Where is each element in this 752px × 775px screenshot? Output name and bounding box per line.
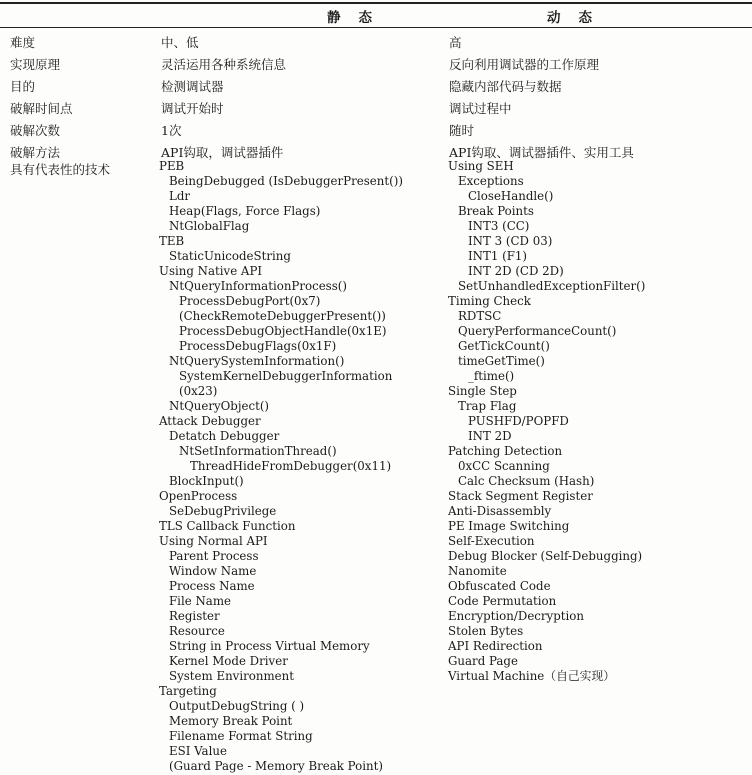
- static-technique-item: Parent Process: [169, 549, 259, 563]
- static-technique-item: SeDebugPrivilege: [169, 504, 277, 518]
- dynamic-technique-item: INT 2D: [468, 429, 512, 443]
- static-technique-item: Filename Format String: [169, 729, 313, 743]
- static-technique-item: BlockInput(): [169, 474, 244, 488]
- static-technique-item: Register: [169, 609, 220, 623]
- static-technique-item: Using Normal API: [159, 534, 268, 548]
- static-technique-item: TEB: [159, 234, 185, 248]
- dynamic-technique-item: Calc Checksum (Hash): [458, 474, 595, 488]
- dynamic-technique-item: PUSHFD/POPFD: [468, 414, 569, 428]
- static-technique-list: [159, 159, 403, 774]
- static-technique-item: ProcessDebugFlags(0x1F): [179, 339, 337, 353]
- static-technique-item: (Guard Page - Memory Break Point): [169, 759, 383, 773]
- dynamic-technique-item: Exceptions: [458, 174, 524, 188]
- dynamic-technique-item: CloseHandle(): [468, 189, 554, 203]
- header-static: 静态: [327, 10, 390, 26]
- dynamic-technique-item: Debug Blocker (Self-Debugging): [448, 549, 643, 563]
- table-row: [0, 33, 752, 55]
- dynamic-technique-item: INT3 (CC): [468, 219, 530, 233]
- dynamic-technique-item: INT 3 (CD 03): [468, 234, 553, 248]
- row-dynamic-value: 反向利用调试器的工作原理: [449, 57, 600, 72]
- static-technique-item: TLS Callback Function: [159, 519, 296, 533]
- dynamic-technique-item: Obfuscated Code: [448, 579, 551, 593]
- row-label: 实现原理: [10, 57, 61, 72]
- row-label: 目的: [10, 79, 36, 94]
- dynamic-technique-item: API Redirection: [448, 639, 543, 653]
- static-technique-item: Memory Break Point: [169, 714, 293, 728]
- static-technique-item: File Name: [169, 594, 231, 608]
- dynamic-technique-item: _ftime(): [468, 369, 515, 383]
- static-technique-item: StaticUnicodeString: [169, 249, 291, 263]
- static-technique-item: (0x23): [179, 384, 218, 398]
- dynamic-technique-list: [448, 159, 645, 684]
- header-dynamic: 动态: [547, 10, 610, 26]
- dynamic-technique-item: Encryption/Decryption: [448, 609, 584, 623]
- static-technique-item: NtQueryObject(): [169, 399, 270, 413]
- header-rule: [0, 27, 752, 28]
- static-technique-item: PEB: [159, 159, 185, 173]
- static-technique-item: String in Process Virtual Memory: [169, 639, 370, 653]
- dynamic-technique-item: Timing Check: [448, 294, 531, 308]
- row-label: 难度: [10, 35, 36, 50]
- static-technique-item: Resource: [169, 624, 225, 638]
- row-static-value: 1次: [161, 123, 182, 138]
- dynamic-technique-item: Anti-Disassembly: [448, 504, 552, 518]
- dynamic-technique-item: timeGetTime(): [458, 354, 545, 368]
- row-dynamic-value: 高: [449, 35, 462, 50]
- static-technique-item: ThreadHideFromDebugger(0x11): [190, 459, 392, 473]
- row-static-value: 中、低: [161, 35, 199, 50]
- dynamic-technique-item: SetUnhandledExceptionFilter(): [458, 279, 646, 293]
- dynamic-technique-item: Single Step: [448, 384, 517, 398]
- dynamic-technique-item: INT1 (F1): [468, 249, 528, 263]
- static-technique-item: Kernel Mode Driver: [169, 654, 288, 668]
- row-label: 破解方法: [10, 145, 61, 160]
- static-technique-item: NtGlobalFlag: [169, 219, 250, 233]
- dynamic-technique-item: Break Points: [458, 204, 534, 218]
- static-technique-item: OpenProcess: [159, 489, 238, 503]
- static-technique-item: Heap(Flags, Force Flags): [169, 204, 321, 218]
- static-technique-item: ESI Value: [169, 744, 227, 758]
- dynamic-technique-item: RDTSC: [458, 309, 502, 323]
- dynamic-technique-item: 0xCC Scanning: [458, 459, 550, 473]
- dynamic-technique-item: Patching Detection: [448, 444, 563, 458]
- row-dynamic-value: API钩取、调试器插件、实用工具: [449, 145, 634, 160]
- dynamic-technique-item: Virtual Machine（自己实现）: [448, 669, 616, 683]
- table-row: [0, 55, 752, 77]
- dynamic-technique-item: Stolen Bytes: [448, 624, 524, 638]
- dynamic-technique-item: Stack Segment Register: [448, 489, 593, 503]
- static-technique-item: NtQuerySystemInformation(): [169, 354, 345, 368]
- static-technique-item: ProcessDebugObjectHandle(0x1E): [179, 324, 387, 338]
- static-technique-item: Using Native API: [159, 264, 263, 278]
- dynamic-technique-item: Nanomite: [448, 564, 507, 578]
- static-technique-item: NtQueryInformationProcess(): [169, 279, 347, 293]
- dynamic-technique-item: PE Image Switching: [448, 519, 570, 533]
- row-static-value: 检测调试器: [161, 79, 224, 94]
- row-static-value: 灵活运用各种系统信息: [161, 57, 287, 72]
- table-top-rule: [0, 2, 752, 4]
- static-technique-item: SystemKernelDebuggerInformation: [179, 369, 393, 383]
- static-technique-item: Ldr: [169, 189, 191, 203]
- dynamic-technique-item: Trap Flag: [458, 399, 517, 413]
- table-row: [0, 99, 752, 121]
- static-technique-item: OutputDebugString ( ): [169, 699, 305, 713]
- table-row: [0, 77, 752, 99]
- static-technique-item: BeingDebugged (IsDebuggerPresent()): [169, 174, 403, 188]
- table-row: [0, 121, 752, 143]
- static-technique-item: NtSetInformationThread(): [179, 444, 337, 458]
- row-static-value: 调试开始时: [161, 101, 224, 116]
- static-technique-item: (CheckRemoteDebuggerPresent()): [179, 309, 386, 323]
- static-technique-item: System Environment: [169, 669, 294, 683]
- static-technique-item: Attack Debugger: [159, 414, 261, 428]
- row-label: 破解时间点: [10, 101, 73, 116]
- dynamic-technique-item: Self-Execution: [448, 534, 535, 548]
- static-technique-item: Targeting: [159, 684, 217, 698]
- dynamic-technique-item: Using SEH: [448, 159, 514, 173]
- row-dynamic-value: 隐藏内部代码与数据: [449, 79, 562, 94]
- dynamic-technique-item: GetTickCount(): [458, 339, 550, 353]
- dynamic-technique-item: Code Permutation: [448, 594, 557, 608]
- row-static-value: API钩取，调试器插件: [161, 145, 284, 160]
- static-technique-item: Detatch Debugger: [169, 429, 280, 443]
- dynamic-technique-item: INT 2D (CD 2D): [468, 264, 564, 278]
- dynamic-technique-item: Guard Page: [448, 654, 518, 668]
- static-technique-item: ProcessDebugPort(0x7): [179, 294, 321, 308]
- static-technique-item: Window Name: [169, 564, 257, 578]
- static-technique-item: Process Name: [169, 579, 255, 593]
- tech-row-label: 具有代表性的技术: [10, 162, 111, 177]
- row-dynamic-value: 调试过程中: [449, 101, 512, 116]
- row-label: 破解次数: [10, 123, 61, 138]
- dynamic-technique-item: QueryPerformanceCount(): [458, 324, 617, 338]
- row-dynamic-value: 随时: [449, 123, 475, 138]
